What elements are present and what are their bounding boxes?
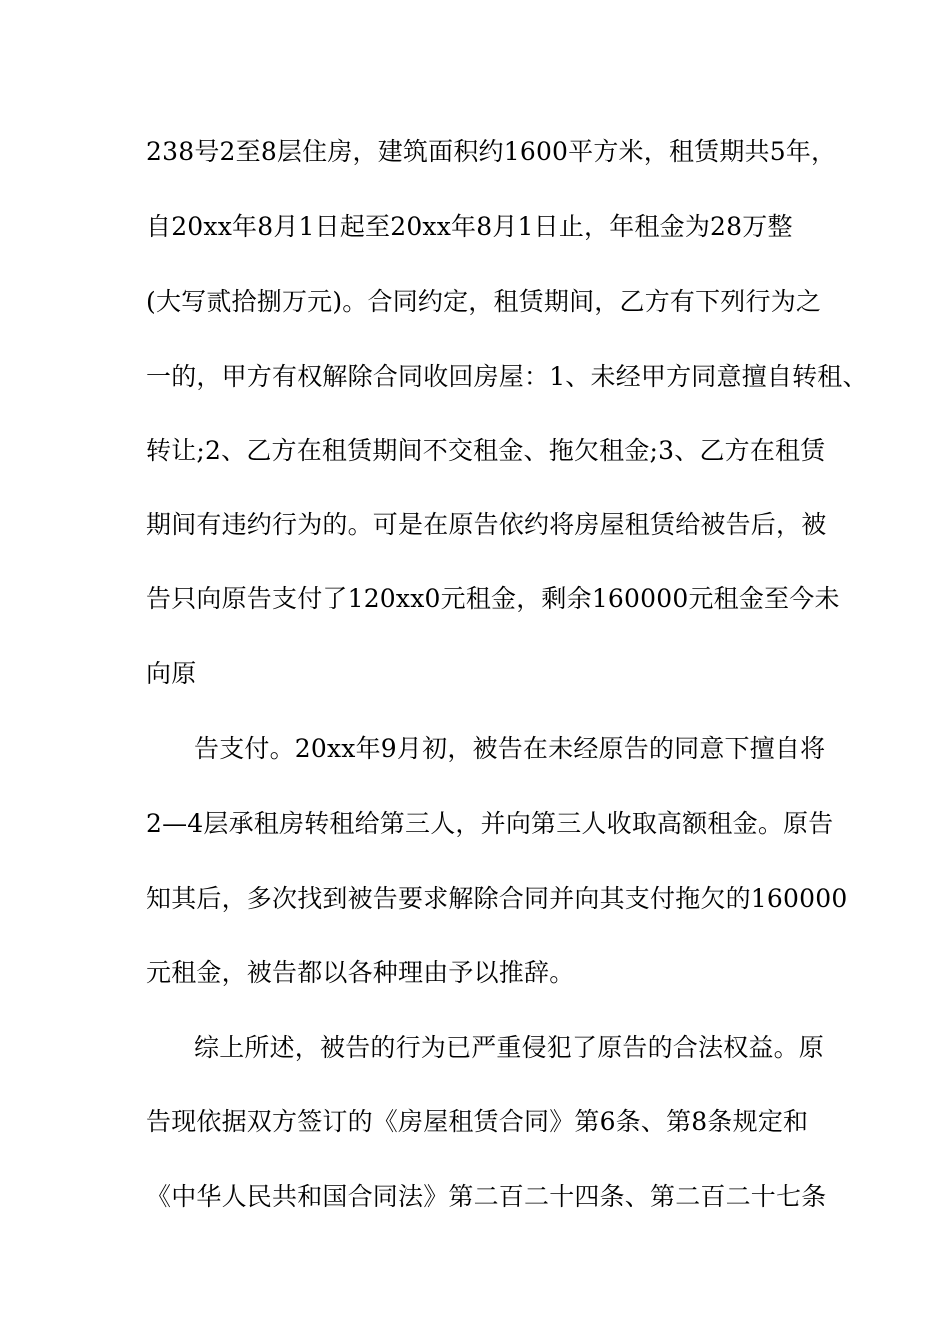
paragraph-line: (大写贰拾捌万元)。合同约定，租赁期间，乙方有下列行为之 <box>146 287 822 316</box>
paragraph-line: 告现依据双方签订的《房屋租赁合同》第6条、第8条规定和 <box>146 1107 809 1136</box>
paragraph-line-indented: 综上所述，被告的行为已严重侵犯了原告的合法权益。原 <box>194 1033 825 1062</box>
paragraph-line: 自20xx年8月1日起至20xx年8月1日止，年租金为28万整 <box>146 212 793 241</box>
paragraph-line: 向原 <box>146 659 197 688</box>
paragraph-line-indented: 告支付。20xx年9月初，被告在未经原告的同意下擅自将 <box>194 734 826 763</box>
paragraph-line: 告只向原告支付了120xx0元租金，剩余160000元租金至今未 <box>146 584 840 613</box>
paragraph-line: 《中华人民共和国合同法》第二百二十四条、第二百二十七条 <box>146 1182 827 1211</box>
paragraph-line: 一的，甲方有权解除合同收回房屋：1、未经甲方同意擅自转租、 <box>146 362 868 391</box>
paragraph-line: 期间有违约行为的。可是在原告依约将房屋租赁给被告后，被 <box>146 510 827 539</box>
paragraph-line: 知其后，多次找到被告要求解除合同并向其支付拖欠的160000 <box>146 884 848 913</box>
paragraph-line: 元租金，被告都以各种理由予以推辞。 <box>146 958 575 987</box>
paragraph-line: 2—4层承租房转租给第三人，并向第三人收取高额租金。原告 <box>146 809 834 838</box>
paragraph-line: 238号2至8层住房，建筑面积约1600平方米，租赁期共5年， <box>146 137 837 166</box>
paragraph-line: 转让;2、乙方在租赁期间不交租金、拖欠租金;3、乙方在租赁 <box>146 436 826 465</box>
